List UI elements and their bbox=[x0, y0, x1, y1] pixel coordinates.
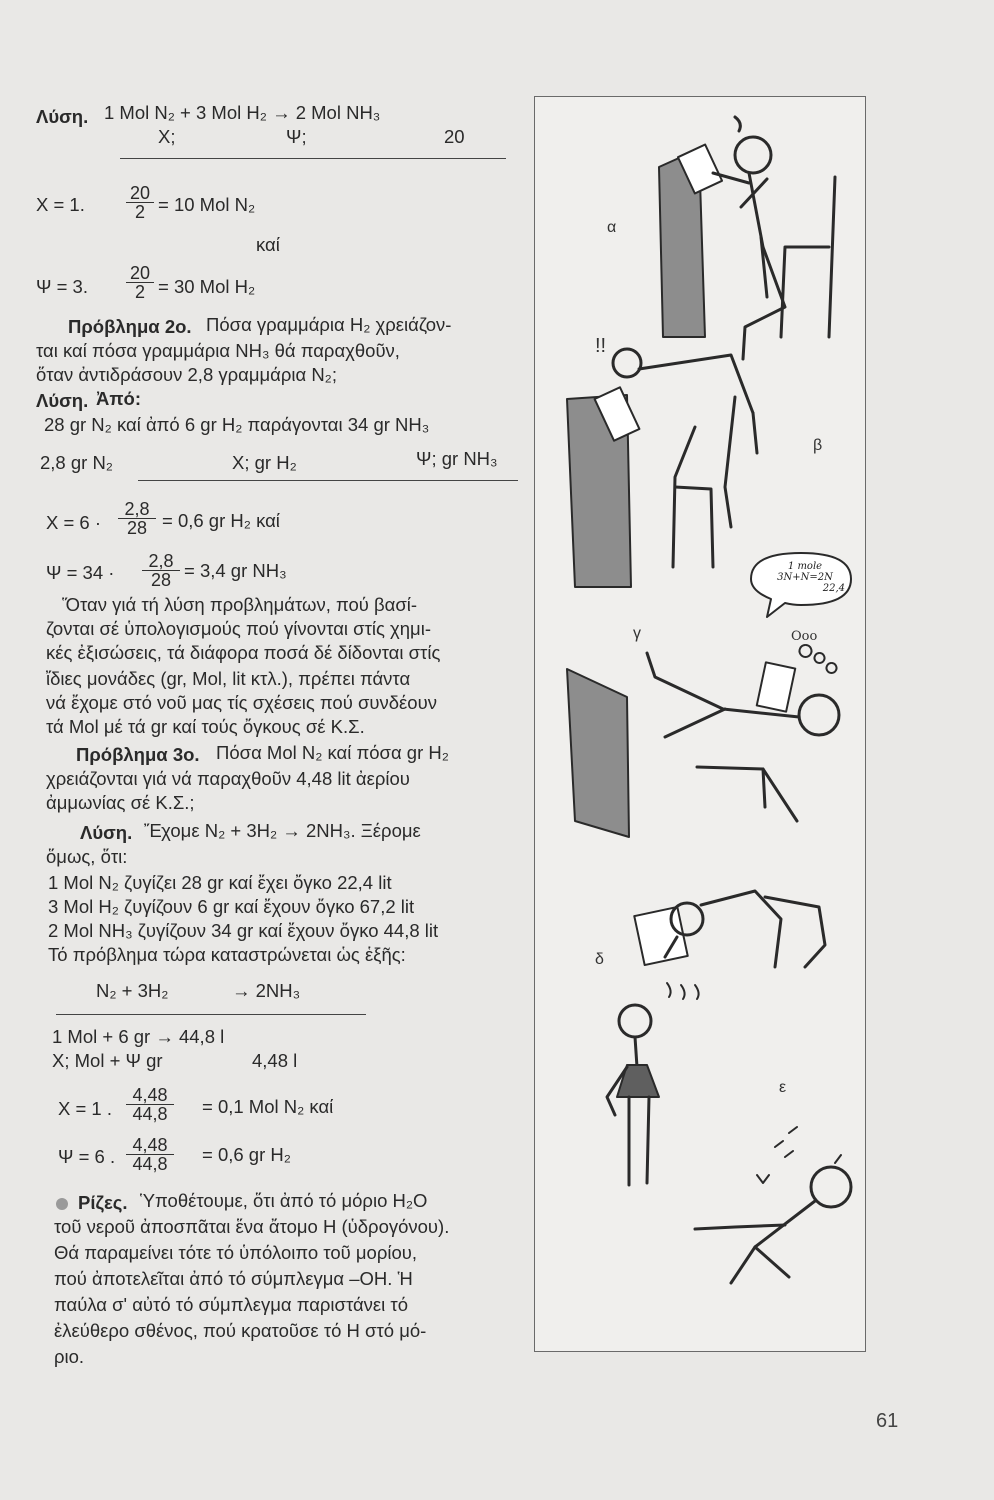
exclamation: !! bbox=[595, 335, 607, 357]
divider bbox=[138, 480, 518, 481]
rizes-line: Θά παραμείνει τότε τό ὑπόλοιπο τοῦ μορίου, bbox=[54, 1242, 418, 1263]
bubble-line: 1 mole bbox=[787, 561, 823, 572]
x-fraction: $\frac{2,8}{28}$ bbox=[118, 500, 156, 537]
apo: Ἀπό: bbox=[96, 388, 141, 409]
rizes-title: Ρίζες. bbox=[78, 1192, 128, 1213]
y-prefix: Ψ = 6 . bbox=[58, 1146, 116, 1167]
divider bbox=[56, 1014, 366, 1015]
y-prefix: Ψ = 34 · bbox=[46, 562, 115, 583]
data-line: 2,8 gr N₂ bbox=[40, 452, 113, 473]
paragraph-line: νά ἔχομε στό νοῦ μας τίς σχέσεις πού συνδέουν bbox=[46, 692, 437, 713]
x-prefix: Χ = 1. bbox=[36, 194, 85, 215]
x-prefix: Χ = 6 · bbox=[46, 512, 102, 533]
proportion-row: 4,48 l bbox=[252, 1050, 298, 1071]
solution-label: Λύση. bbox=[36, 390, 89, 411]
paragraph-line: Ὅταν γιά τή λύση προβλημάτων, πού βασί- bbox=[62, 594, 418, 615]
bubble-line: 22,4 bbox=[822, 583, 845, 594]
y-fraction: $\frac{20}{2}$ bbox=[126, 264, 154, 301]
caption-b: β bbox=[813, 437, 823, 454]
solution-text: ὅμως, ὅτι: bbox=[46, 846, 128, 867]
equation-rhs: → 2NH₃ bbox=[232, 980, 301, 1001]
paragraph-line: τά Mol μέ τά gr καί τούς ὄγκους σέ Κ.Σ. bbox=[46, 716, 365, 737]
kai: καί bbox=[256, 234, 280, 255]
paragraph-line: ἴδιες μονάδες (gr, Mol, lit κτλ.), πρέπει πάντα bbox=[46, 668, 411, 689]
problem-2-line: ὅταν ἀντιδράσουν 2,8 γραμμάρια N₂; bbox=[36, 364, 338, 385]
fact-line: 3 Mol H₂ ζυγίζουν 6 gr καί ἔχουν ὄγκο 67,2 lit bbox=[48, 896, 415, 917]
x-result: = 0,1 Mol N₂ καί bbox=[202, 1096, 334, 1117]
problem-2-title: Πρόβλημα 2ο. bbox=[68, 316, 192, 337]
proportion-row: 1 Mol + 6 gr → 44,8 l bbox=[52, 1026, 225, 1047]
ooo-text: Ooo bbox=[791, 629, 818, 644]
bubble-line: 3N+N=2N bbox=[777, 572, 833, 583]
x-result: = 0,6 gr H₂ καί bbox=[162, 510, 280, 531]
problem-2-line: ται καί πόσα γραμμάρια NH₃ θά παραχθοῦν, bbox=[36, 340, 400, 361]
solution-text: Ἔχομε N₂ + 3H₂ → 2NH₃. Ξέρομε bbox=[144, 820, 421, 841]
y-result: = 30 Mol H₂ bbox=[158, 276, 256, 297]
data-line: Ψ; gr NH₃ bbox=[416, 448, 498, 469]
rizes-line: Ὑποθέτουμε, ὅτι ἀπό τό μόριο H₂O bbox=[140, 1190, 428, 1211]
unknown-y: Ψ; bbox=[286, 126, 307, 147]
speech-bubble bbox=[765, 561, 845, 594]
bullet-icon bbox=[56, 1198, 68, 1210]
panel-d-figure bbox=[634, 891, 825, 999]
rizes-line: πού ἀποτελεῖται ἀπό τό σύμπλεγμα –OH. Ἡ bbox=[54, 1268, 413, 1289]
y-result: = 0,6 gr H₂ bbox=[202, 1144, 291, 1165]
caption-e: ε bbox=[779, 1079, 787, 1096]
problem-3-title: Πρόβλημα 3ο. bbox=[76, 744, 200, 765]
proportion-row: Χ; Mol + Ψ gr bbox=[52, 1050, 163, 1071]
data-line: 28 gr N₂ καί ἀπό 6 gr H₂ παράγονται 34 gr NH₃ bbox=[44, 414, 430, 435]
divider bbox=[120, 158, 506, 159]
problem-3-line: χρειάζονται γιά νά παραχθοῦν 4,48 lit ἀερίου bbox=[46, 768, 410, 789]
x-result: = 10 Mol N₂ bbox=[158, 194, 256, 215]
rizes-line: τοῦ νεροῦ ἀποσπᾶται ἕνα ἄτομο H (ὑδρογόνου). bbox=[54, 1216, 450, 1237]
fact-line: 2 Mol NH₃ ζυγίζουν 34 gr καί ἔχουν ὄγκο 44,8 lit bbox=[48, 920, 439, 941]
caption-a: α bbox=[607, 219, 617, 236]
paragraph-line: ζονται σέ ὑπολογισμούς πού γίνονται στίς χημι- bbox=[46, 618, 431, 639]
equation-lhs: N₂ + 3H₂ bbox=[96, 980, 169, 1001]
data-line: Χ; gr H₂ bbox=[232, 452, 297, 473]
caption-d: δ bbox=[595, 951, 604, 968]
equation: 1 Mol N₂ + 3 Mol H₂ → 2 Mol NH₃ bbox=[104, 102, 381, 123]
solution-label: Λύση. bbox=[80, 822, 133, 843]
y-fraction: $\frac{2,8}{28}$ bbox=[142, 552, 180, 589]
rizes-line: παύλα σ' αὐτό τό σύμπλεγμα παριστάνει τό bbox=[54, 1294, 409, 1315]
rizes-line: ριο. bbox=[54, 1346, 85, 1367]
cartoon-illustration bbox=[535, 97, 865, 1351]
page-number: 61 bbox=[876, 1410, 899, 1432]
y-fraction: $\frac{4,48}{44,8}$ bbox=[126, 1136, 174, 1173]
caption-c: γ bbox=[633, 625, 641, 642]
rizes-line: ἐλεύθερο σθένος, πού κρατοῦσε τό H στό μό- bbox=[54, 1320, 427, 1341]
problem-3-line: ἀμμωνίας σέ Κ.Σ.; bbox=[46, 792, 195, 813]
x-fraction: $\frac{20}{2}$ bbox=[126, 184, 154, 221]
panel-b-figure bbox=[567, 349, 757, 587]
problem-2-line: Πόσα γραμμάρια H₂ χρειάζον- bbox=[206, 314, 452, 335]
panel-a-figure bbox=[659, 117, 835, 359]
x-fraction: $\frac{4,48}{44,8}$ bbox=[126, 1086, 174, 1123]
y-result: = 3,4 gr NH₃ bbox=[184, 560, 287, 581]
given-value: 20 bbox=[444, 126, 465, 147]
cartoon-strip bbox=[534, 96, 866, 1352]
panel-c-figure bbox=[567, 645, 839, 837]
setup-line: Τό πρόβλημα τώρα καταστρώνεται ὡς ἑξῆς: bbox=[48, 944, 406, 965]
solution-label: Λύση. bbox=[36, 106, 89, 127]
panel-e-figure bbox=[607, 1005, 851, 1283]
y-prefix: Ψ = 3. bbox=[36, 276, 88, 297]
unknown-x: Χ; bbox=[158, 126, 176, 147]
paragraph-line: κές ἐξισώσεις, τά διάφορα ποσά δέ δίδονται στίς bbox=[46, 642, 441, 663]
x-prefix: Χ = 1 . bbox=[58, 1098, 112, 1119]
fact-line: 1 Mol N₂ ζυγίζει 28 gr καί ἔχει ὄγκο 22,4 lit bbox=[48, 872, 392, 893]
problem-3-line: Πόσα Mol N₂ καί πόσα gr H₂ bbox=[216, 742, 449, 763]
